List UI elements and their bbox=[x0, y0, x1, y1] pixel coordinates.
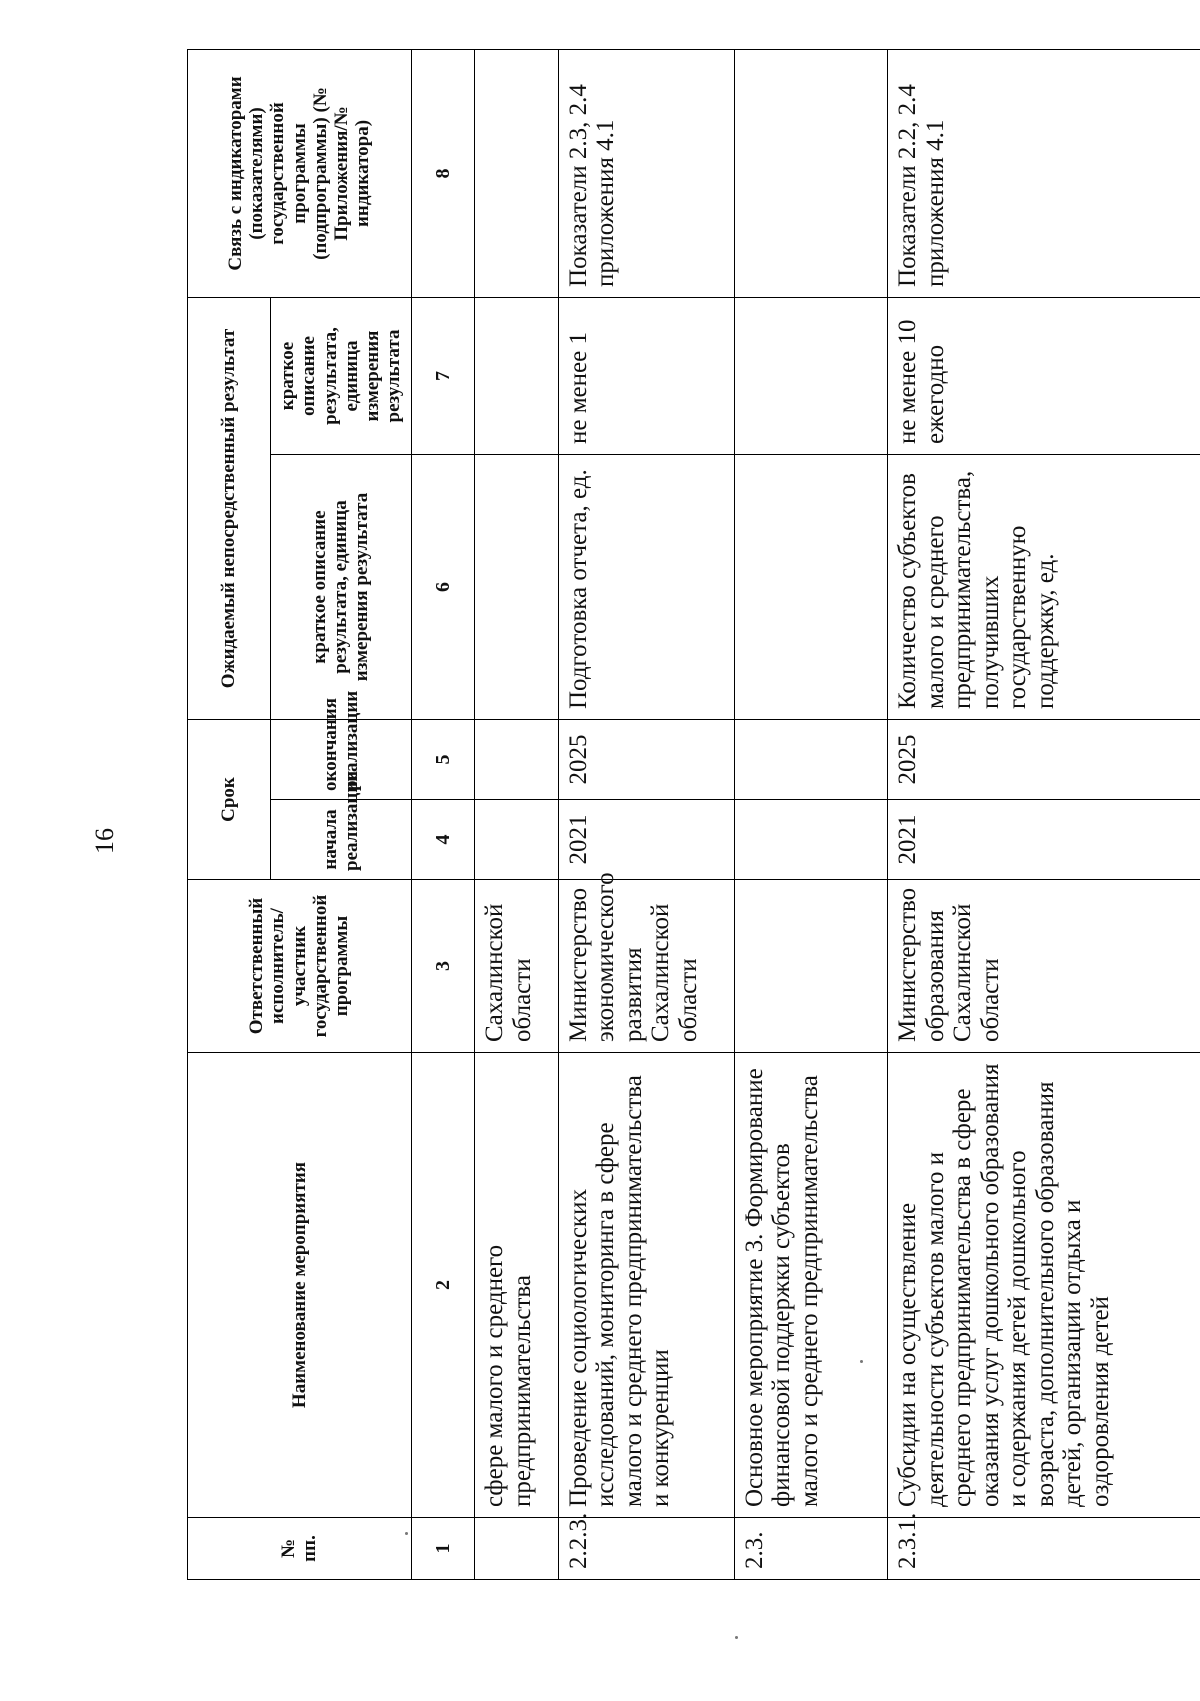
row-start: 2021 bbox=[888, 800, 1200, 880]
table-row bbox=[734, 49, 888, 1579]
row-end: 2025 bbox=[888, 720, 1200, 800]
header-term-start: начала реализации bbox=[271, 800, 412, 880]
column-index-cell: 3 bbox=[411, 880, 474, 1053]
row-start: 2021 bbox=[558, 800, 734, 880]
header-result: Ожидаемый непосредственный результат bbox=[188, 297, 271, 719]
table-row bbox=[888, 49, 1200, 1579]
row-link: Показатели 2.2, 2.4 приложения 4.1 bbox=[888, 49, 1200, 297]
row-link: Показатели 2.3, 2.4 приложения 4.1 bbox=[558, 49, 734, 297]
row-num: 2.3.1. bbox=[888, 1518, 1200, 1580]
row-end bbox=[475, 720, 559, 800]
row-end: 2025 bbox=[558, 720, 734, 800]
scan-speck bbox=[405, 1532, 408, 1535]
rotated-table-container bbox=[187, 50, 1200, 1580]
row-start bbox=[475, 800, 559, 880]
column-index-cell: 8 bbox=[411, 49, 474, 297]
column-index-cell: 1 bbox=[411, 1518, 474, 1580]
row-name: Проведение социологических исследований, мониторинга в сфере малого и среднего предпринимательства и конкуренции bbox=[558, 1053, 734, 1518]
row-result-value: не менее 10 ежегодно bbox=[888, 297, 1200, 454]
row-executor: Министерство экономического развития Сахалинской области bbox=[558, 880, 734, 1053]
header-result-desc: краткое описание результата, единица измерения результата bbox=[271, 455, 412, 720]
row-name: Основное мероприятие 3. Формирование финансовой поддержки субъектов малого и среднего предпринимательства bbox=[734, 1053, 888, 1518]
header-term-end: окончания реализации bbox=[271, 720, 412, 800]
column-index-row bbox=[411, 49, 474, 1579]
row-num: 2.3. bbox=[734, 1518, 888, 1580]
scan-speck bbox=[735, 1636, 738, 1639]
row-executor bbox=[734, 880, 888, 1053]
header-link: Связь с индикаторами (показателями) государственной программы (подпрограммы) (№ Приложения/№ индикатора) bbox=[188, 49, 412, 297]
row-link bbox=[475, 49, 559, 297]
header-name: Наименование мероприятия bbox=[188, 1053, 412, 1518]
row-name: сфере малого и среднего предпринимательства bbox=[475, 1053, 559, 1518]
row-result-value bbox=[734, 297, 888, 454]
row-result-desc: Количество субъектов малого и среднего предпринимательства, получивших государственную поддержку, ед. bbox=[888, 455, 1200, 720]
row-start bbox=[734, 800, 888, 880]
header-executor: Ответственный исполнитель/участник государственной программы bbox=[188, 880, 412, 1053]
row-result-value bbox=[475, 297, 559, 454]
row-executor: Сахалинской области bbox=[475, 880, 559, 1053]
table-row bbox=[558, 49, 734, 1579]
row-result-desc bbox=[734, 455, 888, 720]
row-num bbox=[475, 1518, 559, 1580]
scan-speck bbox=[860, 1360, 863, 1363]
header-num: № пп. bbox=[188, 1518, 412, 1580]
activities-table bbox=[187, 49, 1200, 1580]
row-result-desc bbox=[475, 455, 559, 720]
row-executor: Министерство образования Сахалинской области bbox=[888, 880, 1200, 1053]
row-name: Субсидии на осуществление деятельности субъектов малого и среднего предпринимательства в сфере оказания услуг дошкольного образования и содержания детей дошкольного возраста, дополнительного образования детей, организации отдыха и оздоровления детей bbox=[888, 1053, 1200, 1518]
row-num: 2.2.3. bbox=[558, 1518, 734, 1580]
row-link bbox=[734, 49, 888, 297]
column-index-cell: 6 bbox=[411, 455, 474, 720]
header-result-short: краткое описание результата, единица измерения результата bbox=[271, 297, 412, 454]
column-index-cell: 4 bbox=[411, 800, 474, 880]
column-index-cell: 2 bbox=[411, 1053, 474, 1518]
column-index-cell: 5 bbox=[411, 720, 474, 800]
header-row bbox=[188, 49, 271, 1579]
column-index-cell: 7 bbox=[411, 297, 474, 454]
row-result-value: не менее 1 bbox=[558, 297, 734, 454]
row-end bbox=[734, 720, 888, 800]
page-number: 16 bbox=[90, 828, 119, 854]
header-term: Срок bbox=[188, 720, 271, 880]
table-row bbox=[475, 49, 559, 1579]
row-result-desc: Подготовка отчета, ед. bbox=[558, 455, 734, 720]
